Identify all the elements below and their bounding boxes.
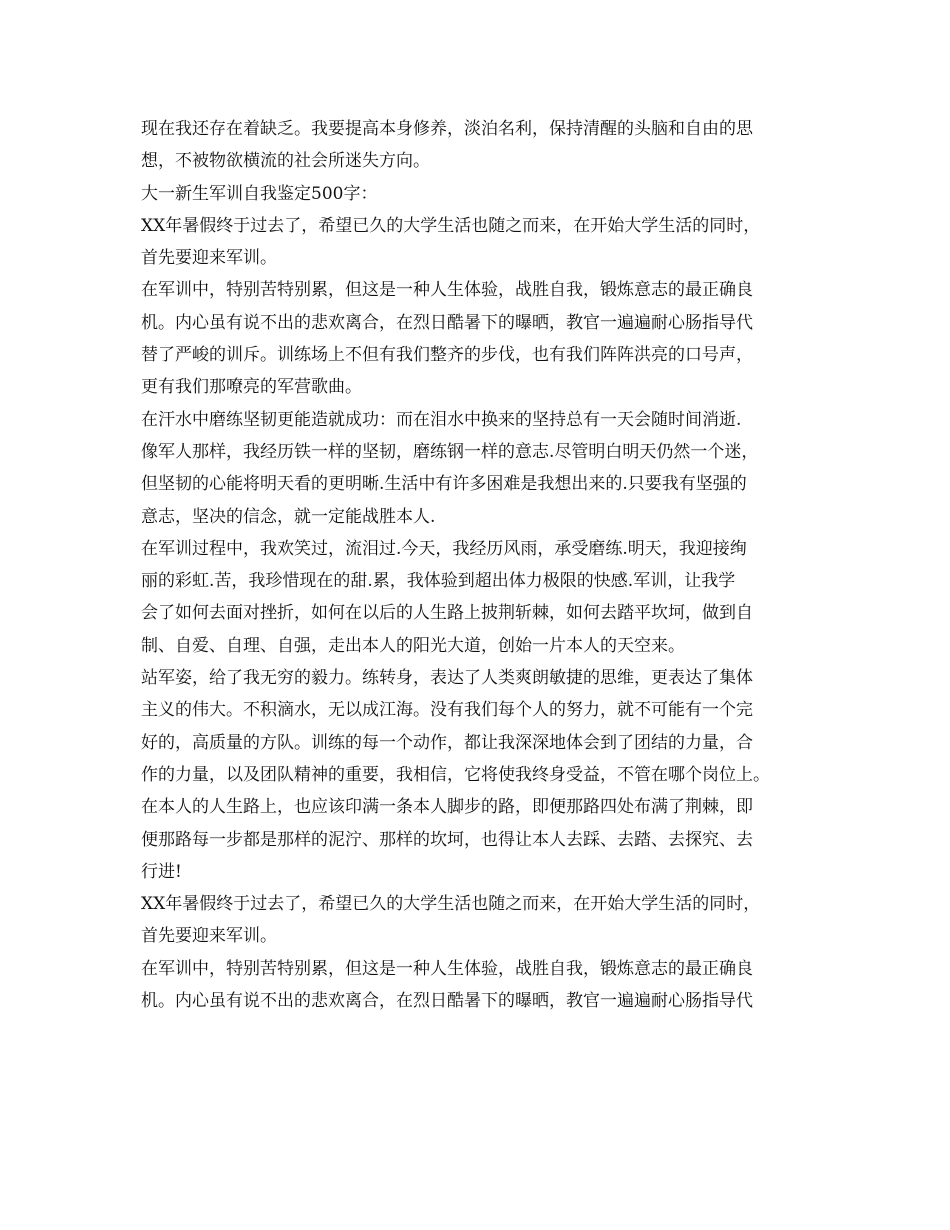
text-line: 便那路每一步都是那样的泥泞、那样的坎坷，也得让本人去踩、去踏、去探究、去 <box>141 829 753 850</box>
section-heading: 大一新生军训自我鉴定500字： <box>141 183 378 204</box>
document-body <box>141 113 825 1017</box>
text-line: 在本人的人生路上，也应该印满一条本人脚步的路，即便那路四处布满了荆棘，即 <box>141 797 753 818</box>
text-line: 在军训过程中，我欢笑过，流泪过.今天，我经历风雨，承受磨练.明天，我迎接绚 <box>141 538 747 559</box>
text-line: 像军人那样，我经历铁一样的坚韧，磨练钢一样的意志.尽管明白明天仍然一个迷， <box>141 441 759 462</box>
text-line: 行进! <box>141 861 182 882</box>
text-line: 想，不被物欲横流的社会所迷失方向。 <box>141 151 430 172</box>
text-line: 好的，高质量的方队。训练的每一个动作，都让我深深地体会到了团结的力量，合 <box>141 732 753 753</box>
text-line: 替了严峻的训斥。训练场上不但有我们整齐的步伐，也有我们阵阵洪亮的口号声， <box>141 345 753 366</box>
text-line: 制、自爱、自理、自强，走出本人的阳光大道，创始一片本人的天空来。 <box>141 635 685 656</box>
text-line: 在军训中，特别苦特别累，但这是一种人生体验，战胜自我，锻炼意志的最正确良 <box>141 280 753 301</box>
text-line: 主义的伟大。不积滴水，无以成江海。没有我们每个人的努力，就不可能有一个完 <box>141 700 753 721</box>
text-line: 丽的彩虹.苦，我珍惜现在的甜.累，我体验到超出体力极限的快感.军训，让我学 <box>141 571 736 592</box>
text-line: XX年暑假终于过去了，希望已久的大学生活也随之而来，在开始大学生活的同时， <box>141 215 761 236</box>
text-line: 首先要迎来军训。 <box>141 926 277 947</box>
text-line: 意志，坚决的信念，就一定能战胜本人. <box>141 506 436 527</box>
text-line: 机。内心虽有说不出的悲欢离合，在烈日酷暑下的曝晒，教官一遍遍耐心肠指导代 <box>141 991 753 1012</box>
text-line: 在汗水中磨练坚韧更能造就成功：而在泪水中换来的坚持总有一天会随时间消逝. <box>141 409 742 430</box>
text-line: 现在我还存在着缺乏。我要提高本身修养，淡泊名利，保持清醒的头脑和自由的思 <box>141 119 753 139</box>
text-line: 机。内心虽有说不出的悲欢离合，在烈日酷暑下的曝晒，教官一遍遍耐心肠指导代 <box>141 312 753 333</box>
text-line: 更有我们那嘹亮的军营歌曲。 <box>141 377 362 398</box>
text-line: 会了如何去面对挫折，如何在以后的人生路上披荆斩棘，如何去踏平坎坷，做到自 <box>141 603 753 624</box>
text-line: XX年暑假终于过去了，希望已久的大学生活也随之而来，在开始大学生活的同时， <box>141 894 761 915</box>
text-line: 站军姿，给了我无穷的毅力。练转身，表达了人类爽朗敏捷的思维，更表达了集体 <box>141 668 753 689</box>
text-line: 首先要迎来军训。 <box>141 248 277 269</box>
text-line: 但坚韧的心能将明天看的更明晰.生活中有许多困难是我想出来的.只要我有坚强的 <box>141 474 747 495</box>
text-line: 在军训中，特别苦特别累，但这是一种人生体验，战胜自我，锻炼意志的最正确良 <box>141 958 753 979</box>
text-line: 作的力量，以及团队精神的重要，我相信，它将使我终身受益，不管在哪个岗位上。 <box>141 764 770 785</box>
